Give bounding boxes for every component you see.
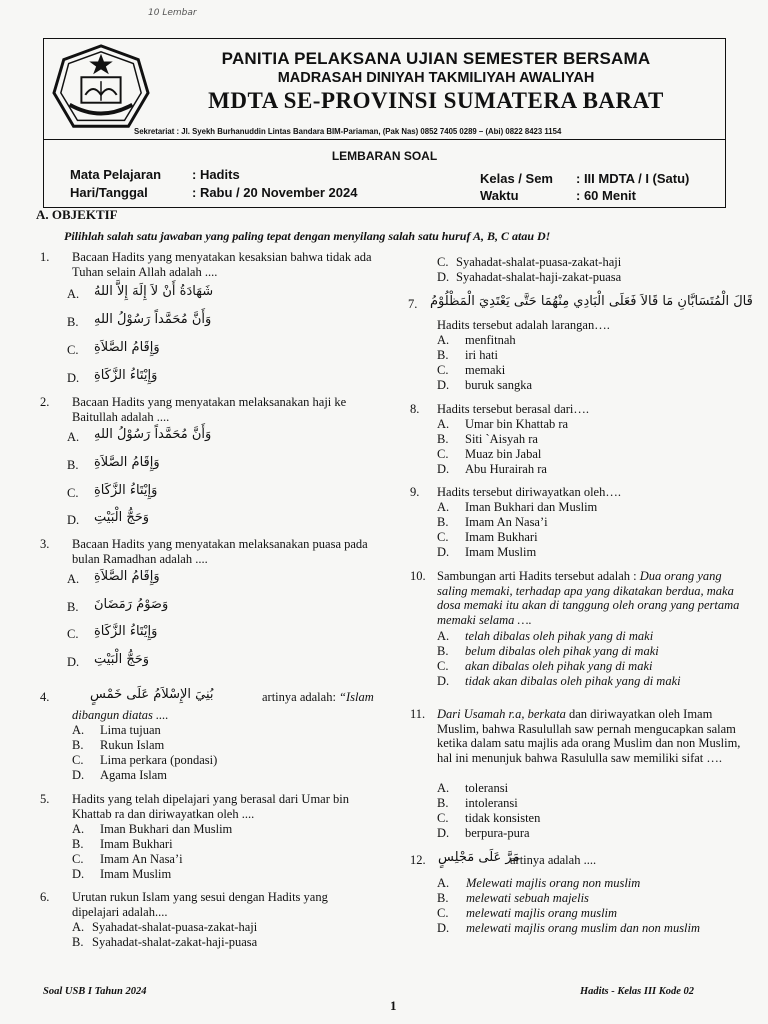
option-letter: D. [67, 513, 80, 527]
question-number: 5. [40, 792, 50, 806]
question-text-italic: Dua orang yang saling memaki, terhadap apa yang dikatakan berdua, maka dosa memaki itu akan di tanggung oleh orang yang pertama memaki selama …. [437, 569, 740, 627]
madrasah-name: MADRASAH DINIYAH TAKMILIYAH AWALIYAH [277, 70, 595, 86]
option-text: telah dibalas oleh pihak yang di maki [465, 629, 654, 643]
option-text: Abu Hurairah ra [465, 462, 547, 476]
question-text-part: artinya adalah: [262, 690, 340, 704]
question-text-continued: dibangun diatas .... [72, 708, 169, 722]
question-text: artinya adalah .... [510, 853, 597, 867]
institution-logo [52, 43, 150, 135]
question-arabic: قَالَ الْمُتَسَابَّانِ مَا قَالاَ فَعَلَى الْبَادِي مِنْهُمَا حَتَّى يَعْتَدِيَ الْمَظْلُوْمُ [430, 294, 753, 309]
option-arabic: شَهَادَةُ أَنْ لاَ إِلَهَ إِلاَّ اللهُ [94, 284, 214, 299]
option-text: akan dibalas oleh pihak yang di maki [465, 659, 653, 673]
option-letter: C. [437, 530, 449, 544]
option-text: toleransi [465, 781, 509, 795]
option-arabic: وَإِقَامُ الصَّلاَةِ [94, 569, 160, 584]
option-arabic: وَإِيْتَاءُ الزَّكَاةِ [94, 368, 158, 383]
option-arabic: وَإِقَامُ الصَّلاَةِ [94, 455, 160, 470]
question-text: Bacaan Hadits yang menyatakan melaksanakan puasa pada bulan Ramadhan adalah .... [72, 537, 368, 566]
option-letter: C. [67, 343, 79, 357]
option-letter: B. [437, 644, 449, 658]
option-text: Agama Islam [100, 768, 167, 782]
secretariat-address: Sekretariat : Jl. Syekh Burhanuddin Lintas Bandara BIM-Pariaman, (Pak Nas) 0852 7405 0289 – (Abi) 0822 8423 1154 [134, 127, 562, 136]
option-letter: D. [437, 270, 450, 284]
option-text: Syahadat-shalat-puasa-zakat-haji [456, 255, 622, 269]
option-letter: C. [72, 753, 84, 767]
option-arabic: وَحَجُّ الْبَيْتِ [94, 652, 150, 667]
option-letter: A. [437, 333, 450, 347]
option-text: belum dibalas oleh pihak yang di maki [465, 644, 659, 658]
option-arabic: وَإِيْتَاءُ الزَّكَاةِ [94, 624, 158, 639]
option-text: Lima perkara (pondasi) [100, 753, 218, 767]
option-letter: B. [437, 348, 449, 362]
option-letter: C. [437, 659, 449, 673]
option-text: memaki [465, 363, 506, 377]
option-letter: A. [437, 629, 450, 643]
question-text: Bacaan Hadits yang menyatakan kesaksian bahwa tidak ada Tuhan selain Allah adalah .... [72, 250, 372, 279]
question-number: 12. [410, 853, 426, 867]
option-letter: B. [67, 600, 79, 614]
question-number: 7. [408, 297, 418, 311]
option-text: Imam Bukhari [465, 530, 538, 544]
instruction: Pilihlah salah satu jawaban yang paling tepat dengan menyilang salah satu huruf A, B, C atau D! [64, 229, 551, 243]
option-letter: B. [72, 738, 84, 752]
question-text-italic: Dari Usamah r.a, berkata [437, 707, 569, 721]
option-text: berpura-pura [465, 826, 530, 840]
option-letter: A. [72, 723, 85, 737]
option-text: Syahadat-shalat-puasa-zakat-haji [92, 920, 258, 934]
option-letter: D. [437, 545, 450, 559]
option-letter: A. [67, 287, 80, 301]
option-letter: D. [437, 462, 450, 476]
option-arabic: وَصَوْمُ رَمَضَانَ [94, 597, 169, 612]
option-letter: A. [437, 781, 450, 795]
option-text: intoleransi [465, 796, 518, 810]
option-letter: B. [67, 458, 79, 472]
option-text: Rukun Islam [100, 738, 165, 752]
option-text: Imam An Nasa’i [465, 515, 548, 529]
option-letter: A. [437, 417, 450, 431]
question-text [437, 707, 743, 765]
option-text: Syahadat-shalat-haji-zakat-puasa [456, 270, 622, 284]
question-text: Hadits tersebut berasal dari…. [437, 402, 590, 416]
option-letter: B. [437, 891, 449, 905]
option-text: Syahadat-shalat-zakat-haji-puasa [92, 935, 258, 949]
question-number: 3. [40, 537, 50, 551]
question-text-italic: “Islam [339, 690, 374, 704]
option-letter: A. [437, 876, 450, 890]
option-letter: C. [437, 255, 449, 269]
section-heading: A. OBJEKTIF [36, 207, 118, 222]
option-letter: D. [437, 674, 450, 688]
option-text: Imam An Nasa’i [100, 852, 183, 866]
question-number: 11. [410, 707, 426, 721]
option-letter: A. [72, 920, 85, 934]
option-text: Imam Muslim [100, 867, 172, 881]
time-label: Waktu [480, 188, 519, 203]
option-arabic: وَإِقَامُ الصَّلاَةِ [94, 340, 160, 355]
page-number: 1 [390, 998, 397, 1013]
option-letter: C. [437, 811, 449, 825]
header-divider [44, 139, 725, 140]
province-title: MDTA SE-PROVINSI SUMATERA BARAT [208, 88, 664, 113]
option-text: Iman Bukhari dan Muslim [465, 500, 598, 514]
option-letter: A. [437, 500, 450, 514]
option-arabic: وَأَنَّ مُحَمَّداً رَسُوْلُ اللهِ [94, 312, 212, 327]
question-text-part: Sambungan arti Hadits tersebut adalah : [437, 569, 640, 583]
question-number: 4. [40, 690, 50, 704]
time-value: : 60 Menit [576, 188, 636, 203]
question-number: 8. [410, 402, 420, 416]
option-letter: D. [72, 768, 85, 782]
option-text: Umar bin Khattab ra [465, 417, 569, 431]
option-letter: D. [437, 921, 450, 935]
question-text: Hadits yang telah dipelajari yang berasal dari Umar bin Khattab ra dan diriwayatkan oleh .... [72, 792, 349, 821]
option-text: tidak akan dibalas oleh pihak yang di maki [465, 674, 681, 688]
option-letter: C. [437, 447, 449, 461]
option-text: tidak konsisten [465, 811, 541, 825]
footer-left: Soal USB I Tahun 2024 [43, 986, 147, 997]
option-text: Siti `Aisyah ra [465, 432, 538, 446]
option-letter: A. [67, 430, 80, 444]
subject-label: Mata Pelajaran [70, 167, 162, 182]
question-number: 1. [40, 250, 50, 264]
option-letter: B. [67, 315, 79, 329]
option-arabic: وَأَنَّ مُحَمَّداً رَسُوْلُ اللهِ [94, 427, 212, 442]
class-value: : III MDTA / I (Satu) [576, 171, 690, 186]
option-letter: D. [437, 378, 450, 392]
option-letter: B. [72, 935, 84, 949]
option-letter: D. [67, 655, 80, 669]
question-text-part: dan diriwayatkan oleh Imam Muslim, bahwa Rasulullah saw pernah mengucapkan salam ketika dalam satu majlis ada orang Muslim dan non Muslim, hal ini menunjuk bahwa Rasululla saw memiliki sifat …. [437, 707, 741, 765]
date-label: Hari/Tanggal [70, 185, 148, 200]
option-letter: D. [437, 826, 450, 840]
class-label: Kelas / Sem [480, 171, 553, 186]
question-number: 6. [40, 890, 50, 904]
option-text: Iman Bukhari dan Muslim [100, 822, 233, 836]
option-letter: C. [437, 363, 449, 377]
option-letter: D. [72, 867, 85, 881]
option-text: Muaz bin Jabal [465, 447, 542, 461]
question-number: 9. [410, 485, 420, 499]
option-text: menfitnah [465, 333, 516, 347]
option-text: Imam Muslim [465, 545, 537, 559]
option-letter: B. [437, 515, 449, 529]
option-letter: C. [67, 627, 79, 641]
option-text: iri hati [465, 348, 498, 362]
option-letter: B. [72, 837, 84, 851]
option-arabic: وَإِيْتَاءُ الزَّكَاةِ [94, 483, 158, 498]
option-letter: D. [67, 371, 80, 385]
option-letter: C. [72, 852, 84, 866]
sheet-title: LEMBARAN SOAL [331, 149, 438, 163]
option-text: melewati majlis orang muslim [466, 906, 618, 920]
option-letter: B. [437, 432, 449, 446]
exam-header [43, 38, 726, 208]
option-text: Imam Bukhari [100, 837, 173, 851]
handwritten-note: 10 Lembar [148, 8, 197, 18]
option-letter: B. [437, 796, 449, 810]
question-text [262, 690, 374, 705]
question-text [437, 569, 743, 627]
question-text: Hadits tersebut adalah larangan…. [437, 318, 610, 332]
question-arabic: مَرَّ عَلَى مَجْلِسٍ [438, 850, 520, 865]
option-text: buruk sangka [465, 378, 532, 392]
question-number: 2. [40, 395, 50, 409]
option-letter: C. [437, 906, 449, 920]
option-text: Lima tujuan [100, 723, 161, 737]
question-arabic: بُنِيَ الإِسْلاَمُ عَلَى خَمْسٍ [90, 687, 214, 702]
option-text: melewati majlis orang muslim dan non muslim [466, 921, 701, 935]
option-letter: A. [72, 822, 85, 836]
option-arabic: وَحَجُّ الْبَيْتِ [94, 510, 150, 525]
question-text: Urutan rukun Islam yang sesui dengan Hadits yang dipelajari adalah.... [72, 890, 328, 919]
question-text: Hadits tersebut diriwayatkan oleh…. [437, 485, 621, 499]
option-letter: A. [67, 572, 80, 586]
question-text: Bacaan Hadits yang menyatakan melaksanakan haji ke Baitullah adalah .... [72, 395, 347, 424]
option-letter: C. [67, 486, 79, 500]
option-text: Melewati majlis orang non muslim [466, 876, 641, 890]
footer-right: Hadits - Kelas III Kode 02 [580, 986, 695, 997]
subject-value: : Hadits [192, 167, 240, 182]
question-number: 10. [410, 569, 426, 583]
option-text: melewati sebuah majelis [466, 891, 589, 905]
date-value: : Rabu / 20 November 2024 [192, 185, 358, 200]
committee-name: PANITIA PELAKSANA UJIAN SEMESTER BERSAMA [221, 49, 651, 68]
